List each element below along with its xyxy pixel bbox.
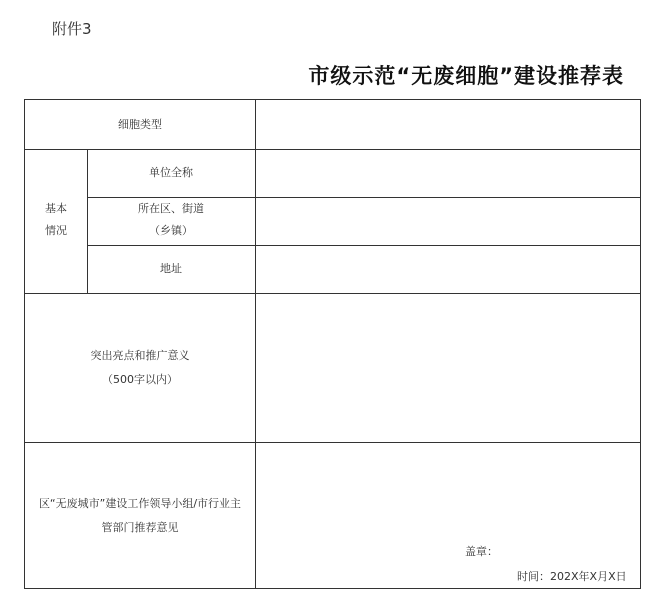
basic-info-label <box>25 198 87 242</box>
address-label: 地址 <box>160 262 182 275</box>
highlights-label-line1: 突出亮点和推广意义 <box>90 349 190 362</box>
cell-type-label: 细胞类型 <box>118 118 162 131</box>
district-value-field[interactable] <box>256 198 640 245</box>
unit-name-label: 单位全称 <box>149 166 193 179</box>
district-label <box>87 198 255 242</box>
district-label-line2: （乡镇） <box>149 224 193 237</box>
attachment-label: 附件3 <box>52 20 92 38</box>
highlights-value-field[interactable] <box>256 294 640 442</box>
unit-name-value-field[interactable] <box>256 150 640 197</box>
page-title: 市级示范“无废细胞”建设推荐表 <box>308 64 624 88</box>
recommendation-label <box>25 492 255 540</box>
basic-info-label-line2: 情况 <box>45 224 67 237</box>
recommendation-label-line1: 区“无废城市”建设工作领导小组/市行业主 <box>38 497 242 510</box>
basic-info-label-line1: 基本 <box>45 202 67 215</box>
address-value-field[interactable] <box>256 246 640 293</box>
highlights-label <box>25 344 255 392</box>
highlights-label-line2: （500字以内） <box>102 373 178 386</box>
date-label: 时间：202X年X月X日 <box>517 570 627 583</box>
recommendation-label-line2: 管部门推荐意见 <box>101 521 179 534</box>
district-label-line1: 所在区、街道 <box>138 202 204 215</box>
seal-label: 盖章： <box>465 545 498 558</box>
cell-type-value-field[interactable] <box>256 100 640 149</box>
recommendation-form-table <box>24 99 641 589</box>
